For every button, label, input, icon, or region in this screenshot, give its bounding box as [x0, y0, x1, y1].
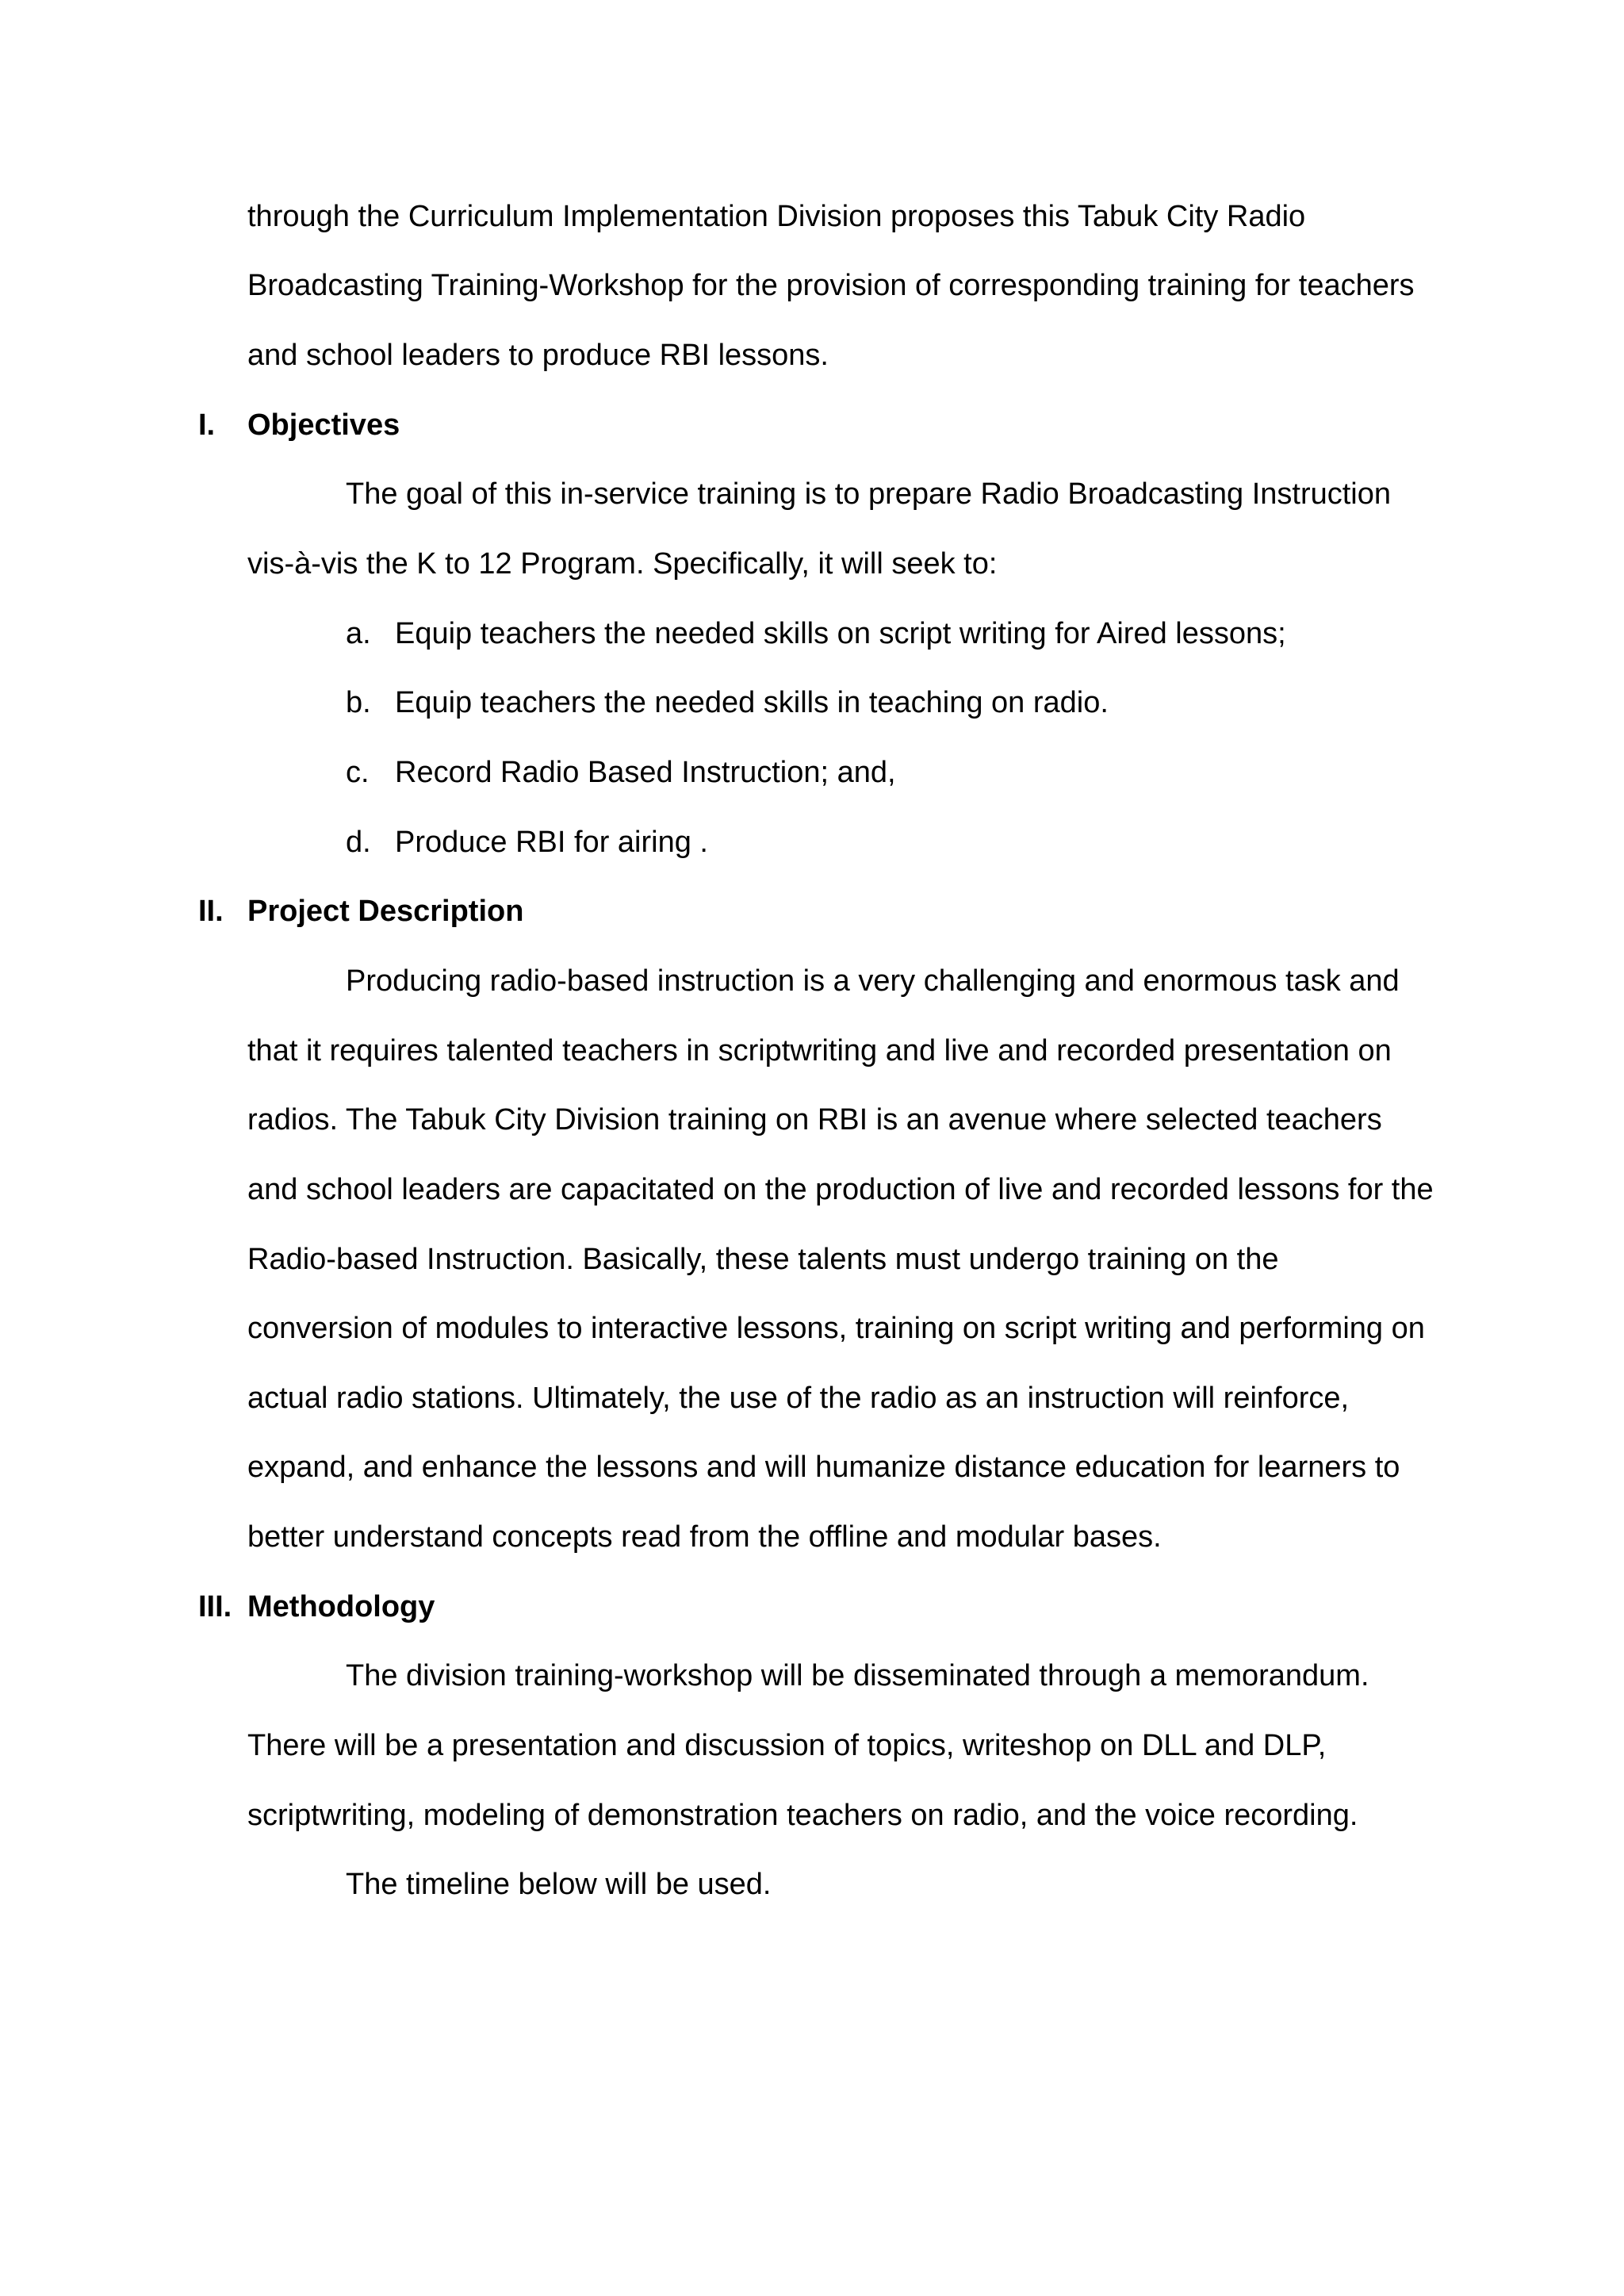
methodology-number: III.: [198, 1590, 232, 1623]
intro-line-1: through the Curriculum Implementation Division proposes this Tabuk City Radio: [247, 200, 1306, 233]
objectives-number: I.: [198, 408, 216, 442]
project-description-line-9: better understand concepts read from the offline and modular bases.: [247, 1520, 1162, 1554]
objective-item-c-text: Record Radio Based Instruction; and,: [395, 756, 896, 789]
objective-item-b-text: Equip teachers the needed skills in teaching on radio.: [395, 686, 1109, 719]
project-description-line-6: conversion of modules to interactive lessons, training on script writing and performing on: [247, 1312, 1425, 1345]
project-description-line-1: Producing radio-based instruction is a very challenging and enormous task and: [346, 964, 1400, 998]
project-description-line-2: that it requires talented teachers in scriptwriting and live and recorded presentation on: [247, 1034, 1392, 1068]
objectives-paragraph-line-2: vis-à-vis the K to 12 Program. Specifically, it will seek to:: [247, 547, 998, 581]
project-description-heading: Project Description: [247, 895, 524, 928]
project-description-line-4: and school leaders are capacitated on the production of live and recorded lessons for the: [247, 1173, 1434, 1206]
objectives-paragraph-line-1: The goal of this in-service training is to prepare Radio Broadcasting Instruction: [346, 477, 1392, 511]
methodology-heading: Methodology: [247, 1590, 435, 1623]
objectives-heading: Objectives: [247, 408, 400, 442]
project-description-line-5: Radio-based Instruction. Basically, these talents must undergo training on the: [247, 1243, 1279, 1276]
objective-item-c-marker: c.: [346, 756, 370, 789]
project-description-line-7: actual radio stations. Ultimately, the use of the radio as an instruction will reinforce,: [247, 1382, 1350, 1415]
intro-line-3: and school leaders to produce RBI lessons.: [247, 339, 829, 372]
methodology-line-3: scriptwriting, modeling of demonstration teachers on radio, and the voice recording.: [247, 1799, 1358, 1832]
methodology-line-2: There will be a presentation and discussion of topics, writeshop on DLL and DLP,: [247, 1729, 1327, 1762]
methodology-line-1: The division training-workshop will be disseminated through a memorandum.: [346, 1659, 1369, 1692]
objective-item-a-text: Equip teachers the needed skills on script writing for Aired lessons;: [395, 617, 1286, 650]
project-description-line-3: radios. The Tabuk City Division training on RBI is an avenue where selected teachers: [247, 1103, 1382, 1137]
objective-item-b-marker: b.: [346, 686, 371, 719]
objective-item-a-marker: a.: [346, 617, 371, 650]
objective-item-d-text: Produce RBI for airing .: [395, 826, 708, 859]
project-description-number: II.: [198, 895, 224, 928]
intro-line-2: Broadcasting Training-Workshop for the provision of corresponding training for teachers: [247, 269, 1415, 302]
project-description-line-8: expand, and enhance the lessons and will humanize distance education for learners to: [247, 1451, 1400, 1484]
methodology-closing: The timeline below will be used.: [346, 1868, 772, 1901]
objective-item-d-marker: d.: [346, 826, 371, 859]
